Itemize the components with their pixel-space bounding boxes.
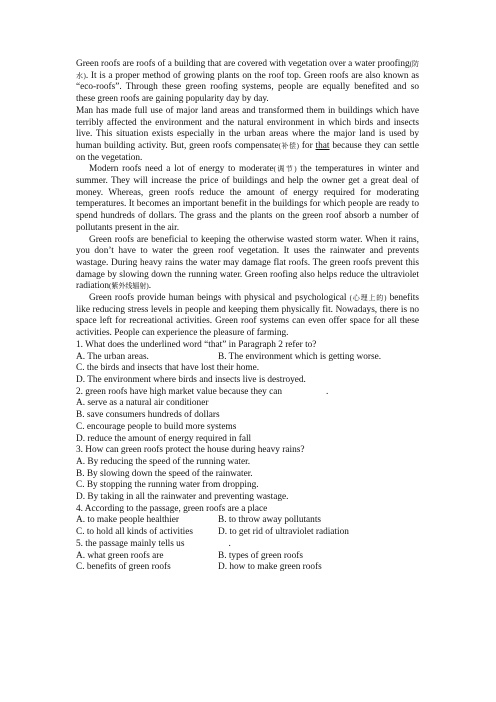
q1-option-a: A. The urban areas.	[76, 351, 149, 362]
underlined-word-that: that	[315, 140, 330, 151]
question-5-stem	[76, 539, 419, 551]
p2-text-cont: for	[298, 140, 316, 151]
p3-chinese-gloss: (调节)	[273, 165, 297, 174]
q1-option-b: B. The environment which is getting worse.	[218, 351, 382, 362]
question-4-options-ab	[76, 515, 419, 527]
q2-stem-text: 2. green roofs have high market value because they can	[76, 386, 282, 397]
p5-text: Green roofs provide human beings with physical and psychological	[89, 293, 350, 304]
q5-option-d: D. how to make green roofs	[218, 562, 322, 573]
q4-option-a: A. to make people healthier	[76, 515, 180, 526]
q4-option-c: C. to hold all kinds of activities	[76, 527, 193, 538]
p1-text-cont: . It is a proper method of growing plants on the roof top. Green roofs are also known as “eco-roofs”. Through these green roofing systems, people are equally benefited and so these green roofs are gaining popularity day by day.	[76, 70, 420, 105]
q2-option-b: B. save consumers hundreds of dollars	[76, 410, 220, 421]
passage-paragraph-1	[76, 59, 419, 106]
question-4-options-cd	[76, 527, 419, 539]
q5-stem-end: .	[228, 538, 231, 549]
q4-option-b: B. to throw away pollutants	[218, 515, 322, 526]
q2-option-d: D. reduce the amount of energy required in fall	[76, 433, 252, 444]
q5-option-c: C. benefits of green roofs	[76, 562, 171, 573]
p2-text-end: because they can settle on the vegetation.	[76, 140, 419, 163]
p2-text: Man has made full use of major land areas and transformed them in buildings which have terribly affected the environment and the natural environment in which birds and insects live. This situation exists especially in the urban areas where the major land is used by human building activity. But, green roofs compensate	[76, 105, 419, 151]
p1-text: Green roofs are roofs of a building that are covered with vegetation over a water proofing	[76, 59, 410, 69]
p4-text: Green roofs are beneficial to keeping the otherwise wasted storm water. When it rains, you don’t have to water the green roof vegetation. It uses the rainwater and prevents wastage. During heavy rains the water may damage flat roofs. The green roofs prevent this damage by slowing down the running water. Green roofing also helps reduce the ultraviolet radiation	[76, 234, 419, 292]
p5-chinese-gloss: (心理上的)	[349, 294, 387, 303]
passage-paragraph-4	[76, 235, 419, 294]
p2-chinese-gloss: (补偿)	[278, 141, 299, 150]
question-3-stem: 3. How can green roofs protect the house during heavy rains?	[76, 445, 305, 456]
q2-option-a: A. serve as a natural air conditioner	[76, 398, 209, 409]
q2-option-c: C. encourage people to build more systems	[76, 421, 237, 432]
question-1-stem: 1. What does the underlined word “that” in Paragraph 2 refer to?	[76, 339, 317, 350]
q5-option-b: B. types of green roofs	[218, 550, 303, 561]
q3-option-b: B. By slowing down the speed of the rainwater.	[76, 468, 253, 479]
q3-option-d: D. By taking in all the rainwater and preventing wastage.	[76, 492, 289, 503]
question-5-options-ab	[76, 551, 419, 563]
passage-paragraph-5	[76, 293, 419, 340]
q2-stem-end: .	[326, 386, 329, 397]
q1-option-d: D. The environment where birds and insects live is destroyed.	[76, 374, 306, 385]
reading-content	[76, 59, 419, 574]
q5-option-a: A. what green roofs are	[76, 550, 164, 561]
question-2-stem	[76, 387, 419, 399]
p4-chinese-gloss: (紫外线辐射)	[109, 282, 149, 291]
question-5-options-cd	[76, 562, 419, 574]
p4-text-end: .	[148, 281, 152, 292]
passage-paragraph-2	[76, 106, 419, 165]
q1-option-c: C. the birds and insects that have lost their home.	[76, 363, 260, 374]
q3-option-c: C. By stopping the running water from dropping.	[76, 480, 259, 491]
p5-text-cont: benefits like reducing stress levels in people and keeping them physically fit. Nowadays, there is no space left for recreational activities. Green roof systems can even offer space for all these activities. People can experience the pleasure of farming.	[76, 293, 419, 339]
q5-stem-text: 5. the passage mainly tells us	[76, 538, 185, 549]
q3-option-a: A. By reducing the speed of the running water.	[76, 456, 251, 467]
passage-paragraph-3	[76, 164, 419, 234]
question-4-stem: 4. According to the passage, green roofs are a place	[76, 503, 268, 514]
p1-chinese-gloss: (防水)	[76, 60, 419, 80]
p3-text-cont: the temperatures in winter and summer. They will increase the price of buildings and help the owner get a great deal of money. Whereas, green roofs reduce the amount of energy required for moderating temperatures. It becomes an important benefit in the buildings for which people are ready to spend hundreds of dollars. The grass and the plants on the green roof absorb a number of pollutants present in the air.	[76, 164, 419, 233]
question-1-options-ab	[76, 352, 419, 364]
q4-option-d: D. to get rid of ultraviolet radiation	[218, 527, 349, 538]
p3-text: Modern roofs need a lot of energy to moderate	[89, 164, 274, 175]
